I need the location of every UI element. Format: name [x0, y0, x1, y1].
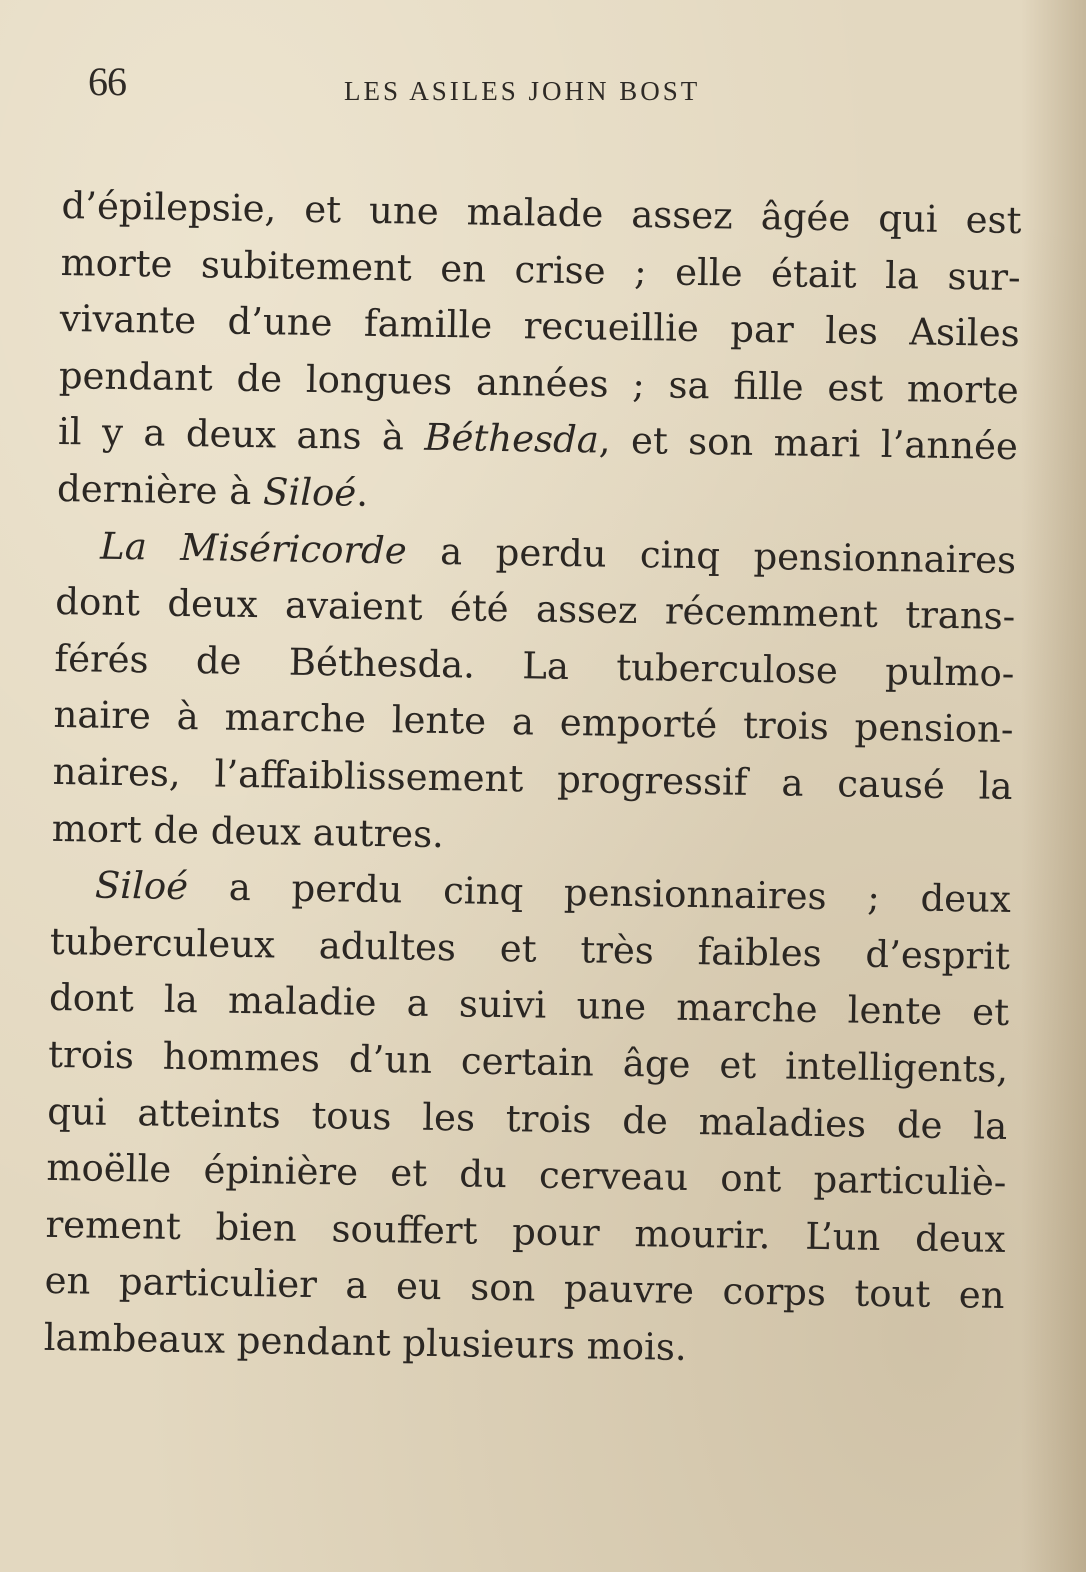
line-text: . — [355, 471, 369, 515]
text-line: vivante d’une famille recueillie par les Asiles — [59, 297, 1021, 356]
paragraph-1 — [57, 178, 1022, 533]
text-line: rement bien souffert pour mourir. L’un deux — [45, 1202, 1006, 1261]
place-name-siloe: Siloé — [94, 863, 189, 909]
text-line: dont la maladie a suivi une marche lente et — [48, 976, 1010, 1035]
text-line: trois hommes d’un certain âge et intelligents, — [47, 1032, 1009, 1091]
text-line: qui atteints tous les trois de maladies de la — [47, 1089, 1008, 1148]
running-title: LES ASILES JOHN BOST — [344, 76, 701, 106]
text-line: d’épilepsie, et une malade assez âgée qui est — [61, 183, 1022, 243]
line-text: il y a deux ans à — [57, 410, 425, 460]
text-line: naire à marche lente a emporté trois pension- — [53, 693, 1014, 752]
page-number: 66 — [88, 59, 126, 104]
text-line: mort de deux autres. — [51, 806, 445, 856]
place-name-siloe: Siloé — [262, 470, 357, 515]
body-text — [43, 178, 1022, 1381]
place-name-misericorde: La Miséricorde — [99, 524, 408, 573]
text-line: dont deux avaient été assez récemment trans- — [55, 580, 1016, 639]
text-line: tuberculeux adultes et très faibles d’esprit — [49, 919, 1011, 978]
text-line: lambeaux pendant plusieurs mois. — [43, 1315, 688, 1369]
line-text: dernière à — [56, 466, 264, 514]
paragraph-2 — [51, 518, 1016, 873]
text-line: moëlle épinière et du cerveau ont particuliè- — [46, 1145, 1007, 1205]
running-head — [88, 58, 788, 108]
line-text: , et son mari l’année — [598, 418, 1019, 469]
text-line: morte subitement en crise ; elle était la sur- — [60, 240, 1021, 299]
text-line: naires, l’affaiblissement progressif a causé la — [52, 749, 1013, 808]
text-line: pendant de longues années ; sa fille est morte — [58, 353, 1020, 412]
text-line: en particulier a eu son pauvre corps tout en — [44, 1259, 1005, 1318]
place-name-bethesda: Béthesda — [424, 416, 600, 462]
line-text: a perdu cinq pensionnaires ; deux — [187, 865, 1012, 922]
paragraph-3 — [43, 857, 1011, 1381]
text-line: férés de Béthesda. La tuberculose pulmo- — [54, 636, 1015, 695]
line-text: a perdu cinq pensionnaires — [406, 529, 1017, 582]
